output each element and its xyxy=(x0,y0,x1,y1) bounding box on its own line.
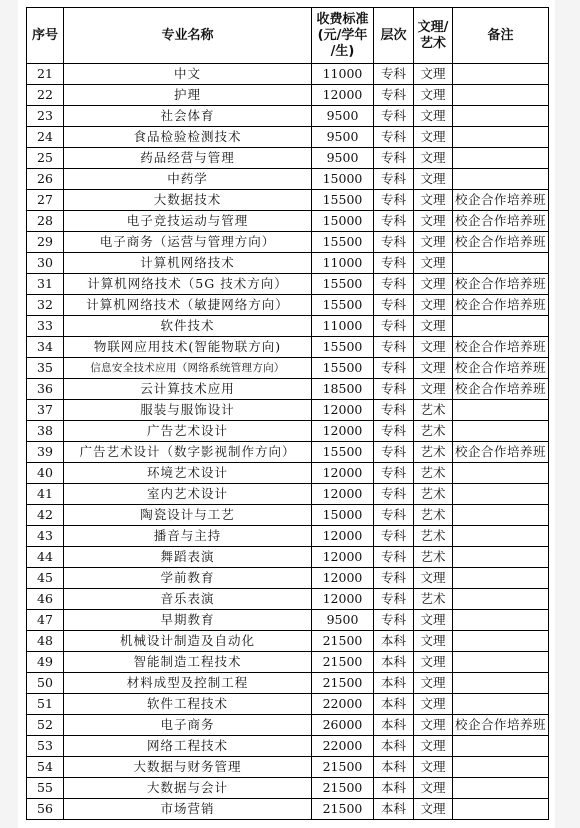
cell-index: 49 xyxy=(27,652,64,673)
table-row xyxy=(27,631,549,652)
cell-fee: 15500 xyxy=(312,337,374,358)
cell-major-name: 大数据与会计 xyxy=(64,778,312,799)
cell-note xyxy=(453,106,549,127)
cell-major-name: 音乐表演 xyxy=(64,589,312,610)
cell-major-name: 电子竞技运动与管理 xyxy=(64,211,312,232)
cell-level: 本科 xyxy=(374,652,414,673)
cell-level: 专科 xyxy=(374,358,414,379)
cell-fee: 21500 xyxy=(312,778,374,799)
cell-category: 艺术 xyxy=(414,547,453,568)
cell-note: 校企合作培养班 xyxy=(453,379,549,400)
cell-index: 45 xyxy=(27,568,64,589)
cell-note xyxy=(453,652,549,673)
cell-category: 文理 xyxy=(414,358,453,379)
table-row xyxy=(27,274,549,295)
cell-index: 39 xyxy=(27,442,64,463)
cell-index: 51 xyxy=(27,694,64,715)
cell-note xyxy=(453,631,549,652)
header-note: 备注 xyxy=(453,8,549,64)
cell-major-name: 智能制造工程技术 xyxy=(64,652,312,673)
cell-index: 55 xyxy=(27,778,64,799)
cell-fee: 12000 xyxy=(312,484,374,505)
cell-major-name: 物联网应用技术(智能物联方向) xyxy=(64,337,312,358)
cell-note xyxy=(453,694,549,715)
cell-level: 专科 xyxy=(374,379,414,400)
cell-category: 文理 xyxy=(414,253,453,274)
cell-category: 艺术 xyxy=(414,400,453,421)
cell-major-name: 软件工程技术 xyxy=(64,694,312,715)
cell-level: 本科 xyxy=(374,673,414,694)
cell-index: 26 xyxy=(27,169,64,190)
cell-note xyxy=(453,421,549,442)
cell-index: 21 xyxy=(27,64,64,85)
table-row xyxy=(27,169,549,190)
cell-index: 27 xyxy=(27,190,64,211)
cell-major-name: 环境艺术设计 xyxy=(64,463,312,484)
cell-major-name: 电子商务 xyxy=(64,715,312,736)
cell-fee: 21500 xyxy=(312,631,374,652)
cell-major-name: 云计算技术应用 xyxy=(64,379,312,400)
cell-level: 本科 xyxy=(374,799,414,820)
table-row xyxy=(27,253,549,274)
cell-category: 艺术 xyxy=(414,421,453,442)
cell-index: 53 xyxy=(27,736,64,757)
header-level: 层次 xyxy=(374,8,414,64)
cell-note xyxy=(453,589,549,610)
cell-category: 艺术 xyxy=(414,484,453,505)
cell-index: 50 xyxy=(27,673,64,694)
cell-note: 校企合作培养班 xyxy=(453,274,549,295)
cell-index: 35 xyxy=(27,358,64,379)
header-fee-line2: (元/学年 xyxy=(317,27,368,43)
cell-index: 42 xyxy=(27,505,64,526)
cell-category: 文理 xyxy=(414,64,453,85)
cell-major-name: 计算机网络技术 xyxy=(64,253,312,274)
table-row xyxy=(27,694,549,715)
cell-category: 艺术 xyxy=(414,589,453,610)
table-row xyxy=(27,673,549,694)
cell-index: 41 xyxy=(27,484,64,505)
cell-category: 艺术 xyxy=(414,442,453,463)
cell-level: 专科 xyxy=(374,190,414,211)
cell-category: 文理 xyxy=(414,757,453,778)
cell-fee: 9500 xyxy=(312,106,374,127)
cell-note: 校企合作培养班 xyxy=(453,337,549,358)
cell-note xyxy=(453,736,549,757)
cell-index: 52 xyxy=(27,715,64,736)
cell-category: 文理 xyxy=(414,715,453,736)
cell-note xyxy=(453,799,549,820)
cell-note: 校企合作培养班 xyxy=(453,715,549,736)
cell-level: 专科 xyxy=(374,610,414,631)
cell-index: 22 xyxy=(27,85,64,106)
cell-fee: 21500 xyxy=(312,799,374,820)
cell-major-name: 广告艺术设计（数字影视制作方向） xyxy=(64,442,312,463)
cell-level: 专科 xyxy=(374,400,414,421)
cell-note xyxy=(453,463,549,484)
cell-index: 30 xyxy=(27,253,64,274)
cell-level: 专科 xyxy=(374,568,414,589)
table-header-row xyxy=(27,8,549,64)
cell-level: 本科 xyxy=(374,631,414,652)
cell-note xyxy=(453,547,549,568)
cell-note xyxy=(453,673,549,694)
cell-category: 文理 xyxy=(414,673,453,694)
cell-level: 本科 xyxy=(374,757,414,778)
table-row xyxy=(27,379,549,400)
cell-fee: 21500 xyxy=(312,757,374,778)
cell-major-name: 大数据技术 xyxy=(64,190,312,211)
cell-level: 专科 xyxy=(374,442,414,463)
table-row xyxy=(27,526,549,547)
table-row xyxy=(27,652,549,673)
cell-note xyxy=(453,169,549,190)
cell-fee: 11000 xyxy=(312,64,374,85)
cell-category: 艺术 xyxy=(414,505,453,526)
cell-level: 专科 xyxy=(374,484,414,505)
header-index: 序号 xyxy=(27,8,64,64)
cell-fee: 9500 xyxy=(312,127,374,148)
cell-level: 专科 xyxy=(374,421,414,442)
cell-fee: 15500 xyxy=(312,232,374,253)
cell-level: 专科 xyxy=(374,106,414,127)
cell-level: 专科 xyxy=(374,337,414,358)
cell-index: 56 xyxy=(27,799,64,820)
cell-index: 54 xyxy=(27,757,64,778)
cell-fee: 21500 xyxy=(312,673,374,694)
cell-level: 专科 xyxy=(374,169,414,190)
cell-fee: 26000 xyxy=(312,715,374,736)
cell-fee: 22000 xyxy=(312,694,374,715)
cell-index: 38 xyxy=(27,421,64,442)
table-row xyxy=(27,64,549,85)
table-row xyxy=(27,736,549,757)
cell-index: 40 xyxy=(27,463,64,484)
table-row xyxy=(27,442,549,463)
cell-index: 28 xyxy=(27,211,64,232)
cell-category: 文理 xyxy=(414,379,453,400)
cell-index: 25 xyxy=(27,148,64,169)
table-body xyxy=(27,64,549,820)
cell-level: 专科 xyxy=(374,526,414,547)
header-category xyxy=(414,8,453,64)
cell-category: 文理 xyxy=(414,211,453,232)
table-row xyxy=(27,337,549,358)
cell-index: 44 xyxy=(27,547,64,568)
cell-category: 文理 xyxy=(414,316,453,337)
cell-major-name: 广告艺术设计 xyxy=(64,421,312,442)
cell-note xyxy=(453,253,549,274)
cell-major-name: 中文 xyxy=(64,64,312,85)
cell-category: 文理 xyxy=(414,127,453,148)
cell-major-name: 药品经营与管理 xyxy=(64,148,312,169)
cell-major-name: 中药学 xyxy=(64,169,312,190)
table-row xyxy=(27,484,549,505)
cell-level: 专科 xyxy=(374,232,414,253)
cell-category: 文理 xyxy=(414,274,453,295)
table-row xyxy=(27,316,549,337)
table-row xyxy=(27,547,549,568)
cell-index: 29 xyxy=(27,232,64,253)
cell-level: 专科 xyxy=(374,64,414,85)
cell-category: 文理 xyxy=(414,799,453,820)
cell-fee: 15000 xyxy=(312,211,374,232)
cell-note xyxy=(453,484,549,505)
cell-note xyxy=(453,400,549,421)
cell-index: 43 xyxy=(27,526,64,547)
cell-category: 文理 xyxy=(414,295,453,316)
cell-index: 47 xyxy=(27,610,64,631)
cell-fee: 12000 xyxy=(312,85,374,106)
cell-index: 23 xyxy=(27,106,64,127)
cell-fee: 9500 xyxy=(312,610,374,631)
cell-fee: 12000 xyxy=(312,589,374,610)
cell-category: 文理 xyxy=(414,610,453,631)
cell-fee: 18500 xyxy=(312,379,374,400)
cell-major-name: 学前教育 xyxy=(64,568,312,589)
cell-note: 校企合作培养班 xyxy=(453,211,549,232)
cell-note xyxy=(453,148,549,169)
cell-major-name: 服装与服饰设计 xyxy=(64,400,312,421)
cell-major-name: 播音与主持 xyxy=(64,526,312,547)
cell-major-name: 信息安全技术应用（网络系统管理方向） xyxy=(64,358,312,379)
cell-category: 文理 xyxy=(414,106,453,127)
cell-fee: 15000 xyxy=(312,169,374,190)
table-row xyxy=(27,778,549,799)
cell-fee: 12000 xyxy=(312,421,374,442)
cell-note: 校企合作培养班 xyxy=(453,190,549,211)
cell-note xyxy=(453,85,549,106)
cell-category: 文理 xyxy=(414,190,453,211)
table-row xyxy=(27,568,549,589)
table-row xyxy=(27,358,549,379)
cell-fee: 9500 xyxy=(312,148,374,169)
cell-fee: 12000 xyxy=(312,400,374,421)
cell-fee: 15500 xyxy=(312,442,374,463)
table-row xyxy=(27,421,549,442)
cell-index: 33 xyxy=(27,316,64,337)
table-row xyxy=(27,799,549,820)
cell-fee: 15500 xyxy=(312,190,374,211)
cell-category: 文理 xyxy=(414,169,453,190)
cell-level: 专科 xyxy=(374,589,414,610)
cell-note xyxy=(453,127,549,148)
cell-note: 校企合作培养班 xyxy=(453,232,549,253)
cell-major-name: 陶瓷设计与工艺 xyxy=(64,505,312,526)
table-row xyxy=(27,463,549,484)
cell-level: 专科 xyxy=(374,505,414,526)
cell-major-name: 材料成型及控制工程 xyxy=(64,673,312,694)
table-row xyxy=(27,85,549,106)
cell-fee: 15000 xyxy=(312,505,374,526)
cell-note: 校企合作培养班 xyxy=(453,442,549,463)
cell-index: 37 xyxy=(27,400,64,421)
cell-note xyxy=(453,568,549,589)
cell-level: 专科 xyxy=(374,148,414,169)
cell-category: 文理 xyxy=(414,85,453,106)
cell-major-name: 电子商务（运营与管理方向） xyxy=(64,232,312,253)
cell-level: 专科 xyxy=(374,211,414,232)
table-row xyxy=(27,715,549,736)
cell-category: 文理 xyxy=(414,337,453,358)
header-major-name: 专业名称 xyxy=(64,8,312,64)
cell-fee: 12000 xyxy=(312,463,374,484)
cell-level: 专科 xyxy=(374,85,414,106)
cell-level: 本科 xyxy=(374,778,414,799)
cell-index: 31 xyxy=(27,274,64,295)
cell-level: 专科 xyxy=(374,274,414,295)
cell-index: 48 xyxy=(27,631,64,652)
cell-level: 专科 xyxy=(374,463,414,484)
cell-category: 文理 xyxy=(414,694,453,715)
cell-category: 艺术 xyxy=(414,526,453,547)
cell-major-name: 食品检验检测技术 xyxy=(64,127,312,148)
cell-fee: 15500 xyxy=(312,358,374,379)
cell-category: 文理 xyxy=(414,232,453,253)
table-row xyxy=(27,211,549,232)
tuition-table xyxy=(26,7,549,820)
cell-category: 文理 xyxy=(414,778,453,799)
cell-note xyxy=(453,526,549,547)
cell-index: 34 xyxy=(27,337,64,358)
table-row xyxy=(27,106,549,127)
cell-fee: 11000 xyxy=(312,253,374,274)
cell-note xyxy=(453,757,549,778)
cell-fee: 12000 xyxy=(312,526,374,547)
cell-note xyxy=(453,610,549,631)
cell-fee: 15500 xyxy=(312,295,374,316)
cell-major-name: 市场营销 xyxy=(64,799,312,820)
table-row xyxy=(27,232,549,253)
cell-major-name: 计算机网络技术（5G 技术方向） xyxy=(64,274,312,295)
cell-level: 专科 xyxy=(374,547,414,568)
cell-note: 校企合作培养班 xyxy=(453,358,549,379)
cell-major-name: 软件技术 xyxy=(64,316,312,337)
cell-level: 专科 xyxy=(374,127,414,148)
cell-fee: 15500 xyxy=(312,274,374,295)
cell-level: 专科 xyxy=(374,253,414,274)
cell-level: 本科 xyxy=(374,715,414,736)
cell-category: 文理 xyxy=(414,631,453,652)
cell-fee: 12000 xyxy=(312,547,374,568)
cell-major-name: 社会体育 xyxy=(64,106,312,127)
table-row xyxy=(27,610,549,631)
table-row xyxy=(27,400,549,421)
table-row xyxy=(27,589,549,610)
cell-major-name: 护理 xyxy=(64,85,312,106)
cell-category: 文理 xyxy=(414,568,453,589)
cell-major-name: 室内艺术设计 xyxy=(64,484,312,505)
cell-level: 本科 xyxy=(374,736,414,757)
cell-note: 校企合作培养班 xyxy=(453,295,549,316)
header-fee xyxy=(312,8,374,64)
cell-note xyxy=(453,778,549,799)
cell-level: 专科 xyxy=(374,295,414,316)
cell-major-name: 网络工程技术 xyxy=(64,736,312,757)
table-row xyxy=(27,295,549,316)
cell-index: 24 xyxy=(27,127,64,148)
table-row xyxy=(27,148,549,169)
header-fee-line3: /生) xyxy=(330,43,355,59)
document-page xyxy=(18,0,555,828)
cell-fee: 21500 xyxy=(312,652,374,673)
cell-index: 32 xyxy=(27,295,64,316)
header-category-line2: 艺术 xyxy=(419,35,446,51)
cell-major-name: 大数据与财务管理 xyxy=(64,757,312,778)
cell-major-name: 早期教育 xyxy=(64,610,312,631)
cell-category: 文理 xyxy=(414,148,453,169)
cell-major-name: 机械设计制造及自动化 xyxy=(64,631,312,652)
header-category-line1: 文理/ xyxy=(417,19,449,35)
table-row xyxy=(27,505,549,526)
cell-level: 专科 xyxy=(374,316,414,337)
cell-category: 文理 xyxy=(414,736,453,757)
table-row xyxy=(27,127,549,148)
cell-index: 36 xyxy=(27,379,64,400)
cell-fee: 22000 xyxy=(312,736,374,757)
cell-index: 46 xyxy=(27,589,64,610)
table-row xyxy=(27,190,549,211)
cell-category: 艺术 xyxy=(414,463,453,484)
cell-level: 本科 xyxy=(374,694,414,715)
cell-fee: 12000 xyxy=(312,568,374,589)
cell-category: 文理 xyxy=(414,652,453,673)
cell-note xyxy=(453,64,549,85)
cell-note xyxy=(453,505,549,526)
cell-note xyxy=(453,316,549,337)
cell-major-name: 舞蹈表演 xyxy=(64,547,312,568)
cell-fee: 11000 xyxy=(312,316,374,337)
table-row xyxy=(27,757,549,778)
header-fee-line1: 收费标准 xyxy=(316,11,369,27)
cell-major-name: 计算机网络技术（敏捷网络方向） xyxy=(64,295,312,316)
